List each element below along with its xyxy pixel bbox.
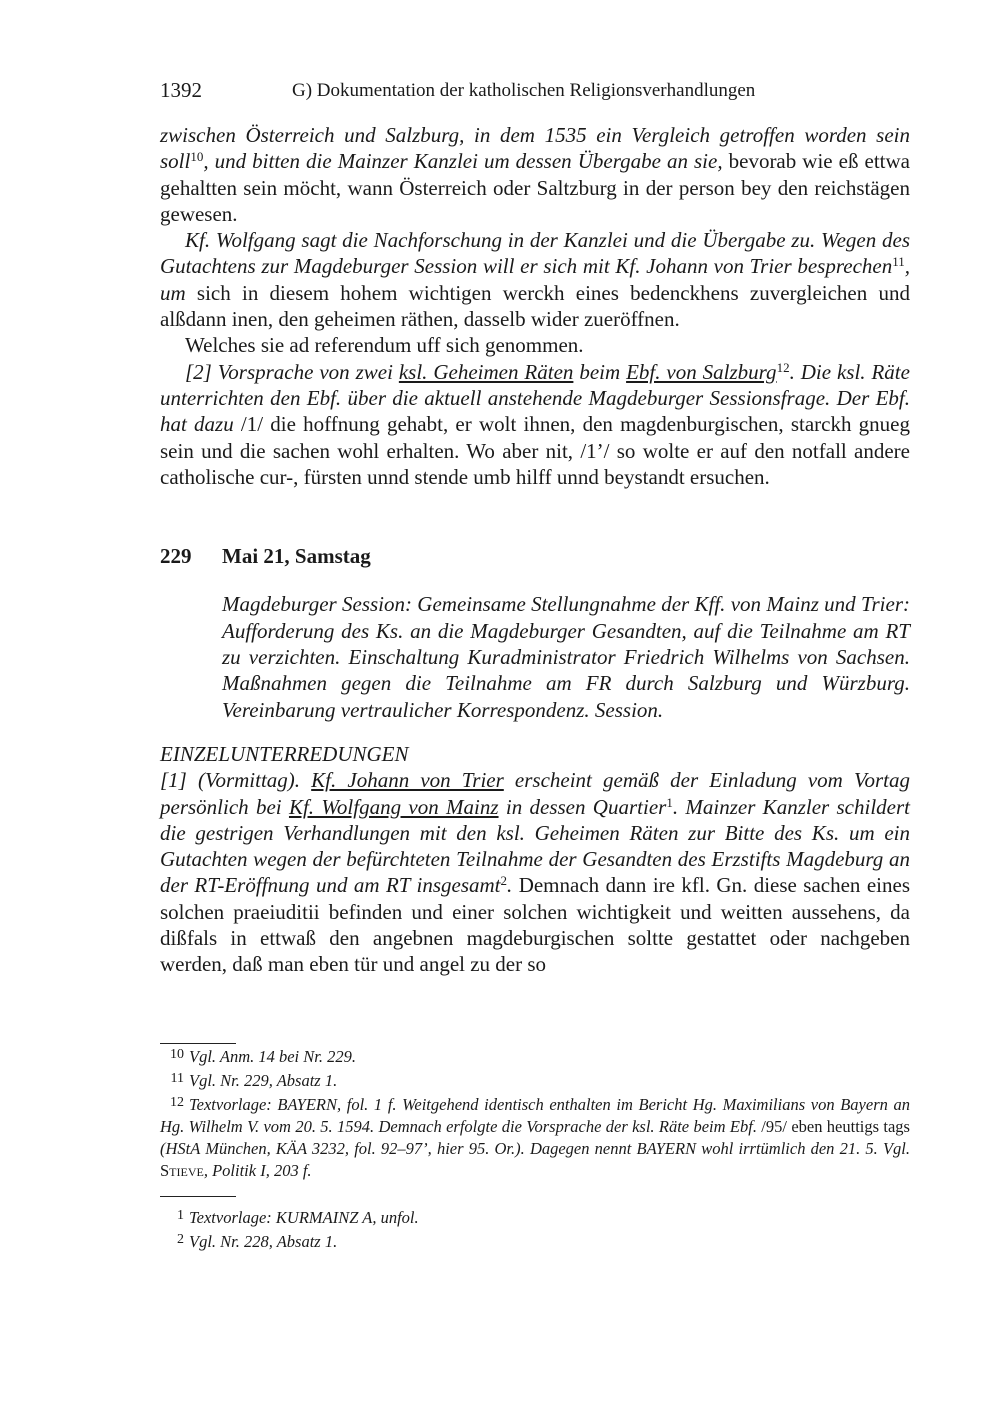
footnote: [160, 1229, 910, 1253]
footnote-number: 2: [177, 1232, 184, 1247]
footnote-number: 12: [170, 1095, 184, 1110]
editorial-text: Vgl. Nr. 229, Absatz 1.: [189, 1071, 338, 1090]
underlined-name: Kf. Johann von Trier: [311, 768, 504, 793]
paragraph: [160, 227, 910, 332]
footnotes-current: [160, 1205, 910, 1253]
editorial-text: Textvorlage: BAYERN, fol. 1 f. Weitgehend identisch enthalten im Bericht Hg. Maximilians von Bayern an Hg. Wilhelm V. vom 20. 5. 1594. Demnach erfolgte die Vorsprache der ksl. Räte beim Ebf.: [160, 1095, 910, 1136]
document-number: 229: [160, 544, 192, 569]
editorial-text: [2] Vorsprache von zwei: [185, 359, 399, 384]
footnote-reference[interactable]: 11: [892, 254, 905, 270]
paragraph: [160, 332, 910, 358]
editorial-text: , um: [160, 254, 910, 305]
editorial-text: , Politik I, 203 f.: [203, 1161, 312, 1180]
editorial-text: (HStA München, KÄA 3232, fol. 92–97’, hier 95. Or.). Dagegen nennt BAYERN wohl irrtümlich den 21. 5. Vgl.: [160, 1139, 910, 1158]
footnote-number: 10: [170, 1047, 184, 1062]
footnote-separator: [160, 1196, 236, 1197]
footnote-reference[interactable]: 1: [666, 794, 673, 810]
main-text: [160, 122, 910, 978]
source-quotation: Welches sie ad referendum uff sich genommen.: [185, 333, 584, 358]
source-quotation: /1/ die hoffnung gehabt, er wolt ihnen, den magdenburgischen, starckh gnueg sein und die sachen wohl erhalten. Wo aber nit, /1’/ so wolte er auf den notfall andere catholische cur-, fürsten unnd stende umb hilff unnd beystandt ersuchen.: [160, 412, 910, 489]
document-summary: Magdeburger Session: Gemeinsame Stellungnahme der Kff. von Mainz und Trier: Aufforderung des Ks. an die Magdeburger Gesandten, auf die Teilnahme am RT zu verzichten. Einschaltung Kuradministrator Friedrich Wilhelms von Sachsen. Maßnahmen gegen die Teilnahme am FR durch Salzburg und Würzburg. Vereinbarung vertraulicher Korrespondenz. Session.: [222, 592, 910, 722]
previous-document-continuation: [160, 122, 910, 490]
source-quotation: bevorab wie eß ettwa gehaltten sein möcht, wann Österreich oder Saltzburg in der person bey den reichstägen gewesen.: [160, 149, 910, 226]
document-heading: [160, 543, 910, 569]
author-name: Stieve: [160, 1161, 204, 1180]
document-body: [160, 767, 910, 977]
underlined-name: Ebf. von Salzburg: [626, 359, 777, 384]
footnotes-previous: [160, 1044, 910, 1182]
footnote: [160, 1205, 910, 1229]
editorial-text: .: [507, 873, 513, 898]
editorial-text: . Mainzer Kanzler schildert die gestrigen Verhandlungen mit den ksl. Geheimen Räten zur Bitte des Ks. um ein Gutachten wegen der befürchteten Teilnahme der Gesandten des Erzstifts Magdeburg an der RT-Eröffnung und am RT insgesamt: [160, 794, 910, 898]
footnote-reference[interactable]: 12: [776, 359, 790, 375]
paragraph: [160, 122, 910, 227]
section-label: EINZELUNTERREDUNGEN: [160, 741, 409, 766]
editorial-text: . Die ksl. Räte unterrichten den Ebf. über die aktuell anstehende Magdeburger Sessionsfrage. Der Ebf. hat dazu: [160, 359, 910, 437]
editorial-text: zwischen Österreich und Salzburg, in dem 1535 ein Vergleich getroffen worden sein soll: [160, 123, 910, 174]
editorial-text: Vgl. Nr. 228, Absatz 1.: [189, 1232, 338, 1251]
editorial-text: Textvorlage: KURMAINZ A, unfol.: [189, 1208, 419, 1227]
source-quotation: Demnach dann ire kfl. Gn. diese sachen eines solchen praeiuditii befinden und einer solchen wichtigkeit und weitten aussehens, da dißfals in ettwaß den angebnen magdeburgischen soltte gestattet oder nachgeben werden, daß man eben tür und angel zu der so: [160, 873, 910, 977]
editorial-text: , und bitten die Mainzer Kanzlei um dessen Übergabe an sie,: [203, 149, 723, 174]
underlined-name: Kf. Wolfgang von Mainz: [288, 794, 499, 819]
footnote-number: 11: [170, 1071, 184, 1086]
footnote: [160, 1092, 910, 1182]
footnote-reference[interactable]: 2: [500, 873, 508, 889]
editorial-text: Vgl. Anm. 14 bei Nr. 229.: [189, 1047, 356, 1066]
editorial-text: [1] (Vormittag).: [160, 768, 312, 793]
page-number: 1392: [160, 78, 202, 102]
document-date: Mai 21, Samstag: [222, 544, 371, 569]
footnote: [160, 1068, 910, 1092]
footnote-number: 1: [177, 1208, 184, 1223]
editorial-text: erscheint gemäß der Einladung vom Vortag persönlich bei: [160, 768, 910, 819]
editorial-text: in dessen Quartier: [498, 794, 667, 819]
footnote-reference[interactable]: 10: [190, 149, 204, 165]
source-quotation: sich in diesem hohem wichtigen werckh eines bedenckhens zuvergleichen und alßdann inen, den geheimen räthen, dasselb wider zueröffnen.: [160, 280, 910, 332]
paragraph: [160, 359, 910, 490]
paragraph: [160, 767, 910, 977]
running-title: G) Dokumentation der katholischen Religionsverhandlungen: [292, 80, 756, 101]
footnote: [160, 1044, 910, 1068]
editorial-text: Kf. Wolfgang sagt die Nachforschung in der Kanzlei und die Übergabe zu. Wegen des Gutachtens zur Magdeburger Session will er sich mit Kf. Johann von Trier besprechen: [160, 228, 910, 279]
source-quotation: /95/ eben heuttigs tags: [761, 1117, 910, 1136]
editorial-text: beim: [573, 359, 627, 384]
underlined-name: ksl. Geheimen Räten: [398, 359, 574, 384]
